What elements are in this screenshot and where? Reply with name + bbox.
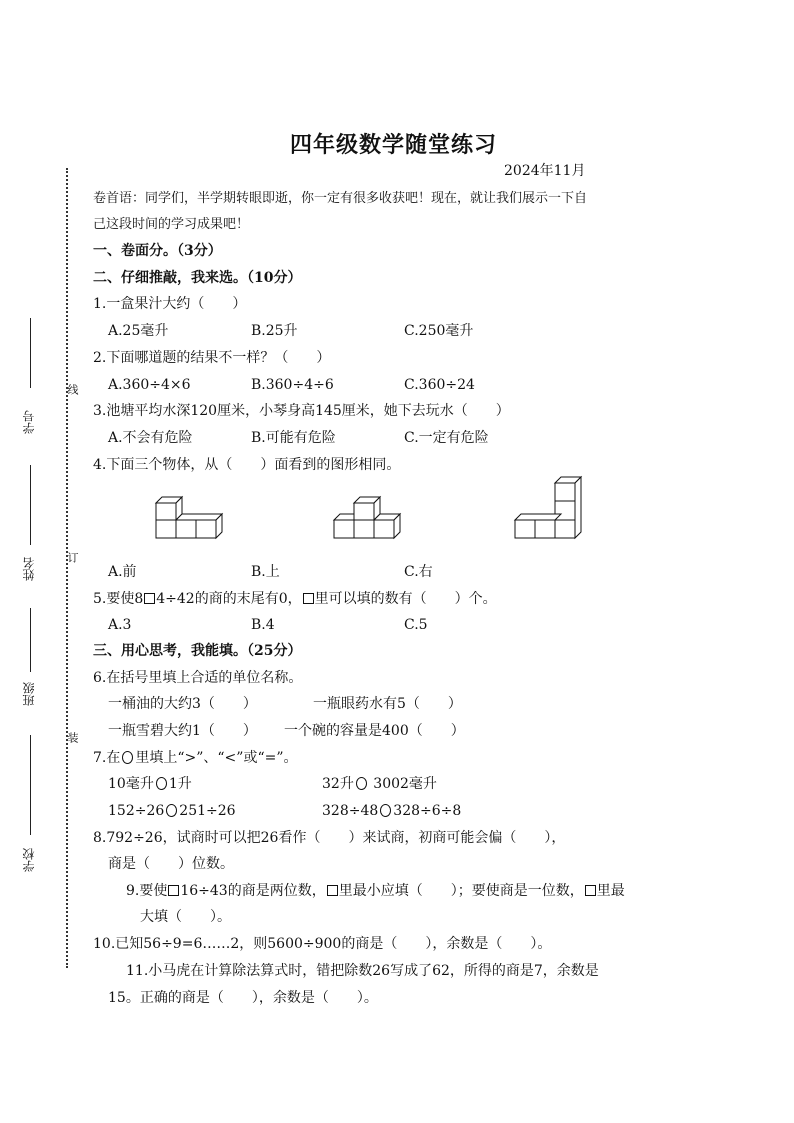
blank-circle-icon xyxy=(122,751,133,764)
compare-circle-icon[interactable] xyxy=(380,804,391,817)
blank-box-icon xyxy=(168,885,179,896)
q5-option-c[interactable]: C.5 xyxy=(404,617,428,633)
cube-figure-3 xyxy=(509,470,589,544)
binding-mark-ding: 订 xyxy=(66,552,79,563)
q10-text: 10.已知56÷9=6……2，则5600÷900的商是（ ），余数是（ ）。 xyxy=(93,936,552,952)
q1-stem: 1.一盒果汁大约（ ） xyxy=(93,296,247,312)
intro-line-1: 卷首语：同学们，半学期转眼即逝，你一定有很多收获吧！现在，就让我们展示一下自 xyxy=(93,191,588,206)
q2-option-c[interactable]: C.360÷24 xyxy=(404,377,475,393)
q7-stem: 7.在 里填上“>”、“<”或“=”。 xyxy=(93,750,298,766)
q6-item-3: 一瓶雪碧大约1（ ） xyxy=(108,723,257,739)
q4-option-a[interactable]: A.前 xyxy=(108,564,137,580)
binding-mark-zhuang: 装 xyxy=(66,732,79,743)
binding-mark-line: 线 xyxy=(66,384,79,395)
q4-option-c[interactable]: C.右 xyxy=(404,564,433,580)
name-label: 姓名 xyxy=(22,557,36,581)
school-field[interactable] xyxy=(30,735,31,835)
student-id-field[interactable] xyxy=(30,318,31,388)
q4-option-b[interactable]: B.上 xyxy=(251,564,280,580)
q5-stem: 5.要使8 4÷42的商的末尾有0， 里可以填的数有（ ）个。 xyxy=(93,591,497,607)
section-1-heading: 一、卷面分。（3分） xyxy=(93,243,222,259)
compare-circle-icon[interactable] xyxy=(166,804,177,817)
school-label: 学校 xyxy=(22,848,36,872)
q7-compare-2: 32升 3002毫升 xyxy=(322,776,437,792)
q11-line-2: 15。正确的商是（ ），余数是（ ）。 xyxy=(108,990,378,1006)
blank-box-icon xyxy=(327,885,338,896)
binding-dotted-line xyxy=(66,168,68,968)
q6-item-4: 一个碗的容量是400（ ） xyxy=(284,723,465,739)
q8-line-1: 8.792÷26，试商时可以把26看作（ ）来试商，初商可能会偏（ ）， xyxy=(93,830,566,846)
q4-stem: 4.下面三个物体，从（ ）面看到的图形相同。 xyxy=(93,457,401,473)
q5-option-b[interactable]: B.4 xyxy=(251,617,275,633)
compare-circle-icon[interactable] xyxy=(156,777,167,790)
q6-item-1: 一桶油的大约3（ ） xyxy=(108,696,257,712)
q11-line-1: 11.小马虎在计算除法算式时，错把除数26写成了62，所得的商是7，余数是 xyxy=(126,963,599,979)
cube-figure-2 xyxy=(328,488,408,544)
compare-circle-icon[interactable] xyxy=(356,777,367,790)
q6-stem: 6.在括号里填上合适的单位名称。 xyxy=(93,670,303,686)
q3-option-a[interactable]: A.不会有危险 xyxy=(108,430,193,446)
class-field[interactable] xyxy=(30,608,31,672)
q1-option-a[interactable]: A.25毫升 xyxy=(108,323,169,339)
q3-option-c[interactable]: C.一定有危险 xyxy=(404,430,489,446)
q1-option-b[interactable]: B.25升 xyxy=(251,323,298,339)
q9-line-2: 大填（ ）。 xyxy=(140,909,231,925)
q2-stem: 2.下面哪道题的结果不一样？（ ） xyxy=(93,350,331,366)
q3-option-b[interactable]: B.可能有危险 xyxy=(251,430,336,446)
student-id-label: 学号 xyxy=(22,410,36,434)
exam-date: 2024年11月 xyxy=(504,163,586,179)
q7-compare-1: 10毫升 1升 xyxy=(108,776,192,792)
blank-box-icon xyxy=(303,593,314,604)
page-title: 四年级数学随堂练习 xyxy=(290,132,498,158)
section-3-heading: 三、用心思考，我能填。（25分） xyxy=(93,643,302,659)
intro-line-2: 己这段时间的学习成果吧！ xyxy=(93,217,250,232)
q7-compare-3: 152÷26 251÷26 xyxy=(108,803,236,819)
name-field[interactable] xyxy=(30,465,31,545)
q3-stem: 3.池塘平均水深120厘米，小琴身高145厘米，她下去玩水（ ） xyxy=(93,403,510,419)
q7-compare-4: 328÷48 328÷6÷8 xyxy=(322,803,462,819)
blank-box-icon xyxy=(585,885,596,896)
section-2-heading: 二、仔细推敲，我来选。（10分） xyxy=(93,270,302,286)
q1-option-c[interactable]: C.250毫升 xyxy=(404,323,474,339)
q5-option-a[interactable]: A.3 xyxy=(108,617,132,633)
cube-figure-1 xyxy=(150,488,230,544)
q8-line-2: 商是（ ）位数。 xyxy=(108,856,234,872)
q9-line-1: 9.要使 16÷43的商是两位数， 里最小应填（ ）；要使商是一位数， 里最 xyxy=(126,883,625,899)
q6-item-2: 一瓶眼药水有5（ ） xyxy=(313,696,462,712)
class-label: 班级 xyxy=(22,682,36,706)
q2-option-b[interactable]: B.360÷4÷6 xyxy=(251,377,334,393)
blank-box-icon xyxy=(144,593,155,604)
q2-option-a[interactable]: A.360÷4×6 xyxy=(108,377,191,393)
